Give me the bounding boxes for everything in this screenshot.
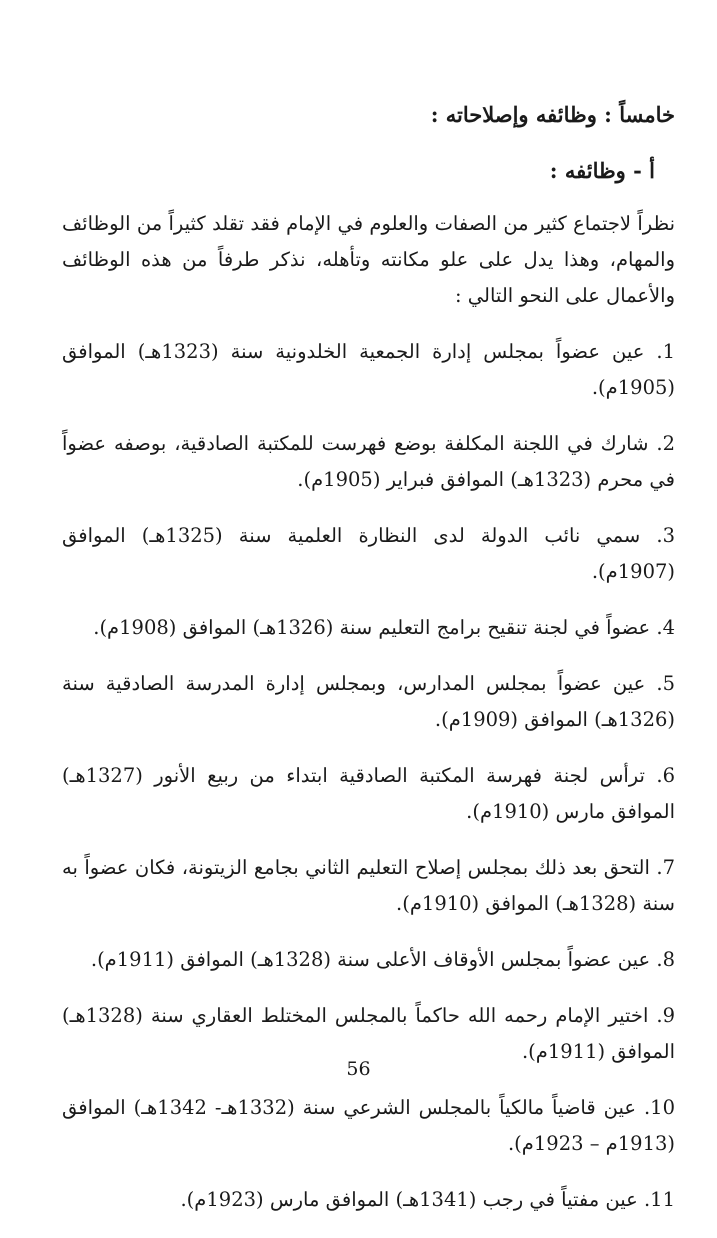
list-item xyxy=(62,942,675,978)
item-text: سمي نائب الدولة لدى النظارة العلمية سنة (1325هـ) الموافق (1907م). xyxy=(62,524,675,583)
subsection-heading: أ - وظائفه : xyxy=(549,158,655,183)
item-text: ترأس لجنة فهرسة المكتبة الصادقية ابتداء من ربيع الأنور (1327هـ) الموافق مارس (1910م). xyxy=(62,764,675,823)
intro-paragraph: نظراً لاجتماع كثير من الصفات والعلوم في الإمام فقد تقلد كثيراً من الوظائف والمهام، وهذا يدل على علو مكانته وتأهله، نذكر طرفاً من هذه الوظائف والأعمال على النحو التالي : xyxy=(62,212,675,307)
item-text: اختير الإمام رحمه الله حاكماً بالمجلس المختلط العقاري سنة (1328هـ) الموافق (1911م). xyxy=(62,1004,675,1063)
item-number: 9. xyxy=(656,1004,676,1027)
list-item xyxy=(62,518,675,590)
item-number: 6. xyxy=(656,764,675,787)
item-number: 5. xyxy=(656,672,675,695)
item-text: شارك في اللجنة المكلفة بوضع فهرست للمكتبة الصادقية، بوصفه عضواً في محرم (1323هـ) الموافق فبراير (1905م). xyxy=(62,432,675,491)
item-text: عين عضواً بمجلس الأوقاف الأعلى سنة (1328هـ) الموافق (1911م). xyxy=(90,948,651,971)
item-text: عين عضواً بمجلس المدارس، وبمجلس إدارة المدرسة الصادقية سنة (1326هـ) الموافق (1909م). xyxy=(62,672,675,731)
list-item xyxy=(62,850,675,922)
item-number: 10. xyxy=(643,1096,675,1119)
item-number: 7. xyxy=(656,856,675,879)
list-item xyxy=(62,666,675,738)
page-number: 56 xyxy=(346,1058,371,1080)
item-number: 2. xyxy=(656,432,675,455)
item-number: 8. xyxy=(656,948,675,971)
list-item xyxy=(62,426,675,498)
item-number: 3. xyxy=(656,524,675,547)
list-item xyxy=(62,758,675,830)
list-item xyxy=(62,1182,675,1218)
section-heading: خامساً : وظائفه وإصلاحاته : xyxy=(430,102,675,127)
item-text: عين قاضياً مالكياً بالمجلس الشرعي سنة (1332هـ- 1342هـ) الموافق (1913م – 1923م). xyxy=(62,1096,675,1155)
item-text: عضواً في لجنة تنقيح برامج التعليم سنة (1326هـ) الموافق (1908م). xyxy=(93,616,651,639)
list-item xyxy=(62,610,675,646)
item-number: 4. xyxy=(656,616,675,639)
duties-list xyxy=(62,334,675,1218)
item-number: 1. xyxy=(656,340,676,363)
item-number: 11. xyxy=(643,1188,675,1211)
item-text: عين مفتياً في رجب (1341هـ) الموافق مارس (1923م). xyxy=(180,1188,638,1211)
list-item xyxy=(62,1090,675,1162)
list-item xyxy=(62,334,675,406)
item-text: عين عضواً بمجلس إدارة الجمعية الخلدونية سنة (1323هـ) الموافق (1905م). xyxy=(62,340,675,399)
item-text: التحق بعد ذلك بمجلس إصلاح التعليم الثاني بجامع الزيتونة، فكان عضواً به سنة (1328هـ) الموافق (1910م). xyxy=(62,856,675,915)
